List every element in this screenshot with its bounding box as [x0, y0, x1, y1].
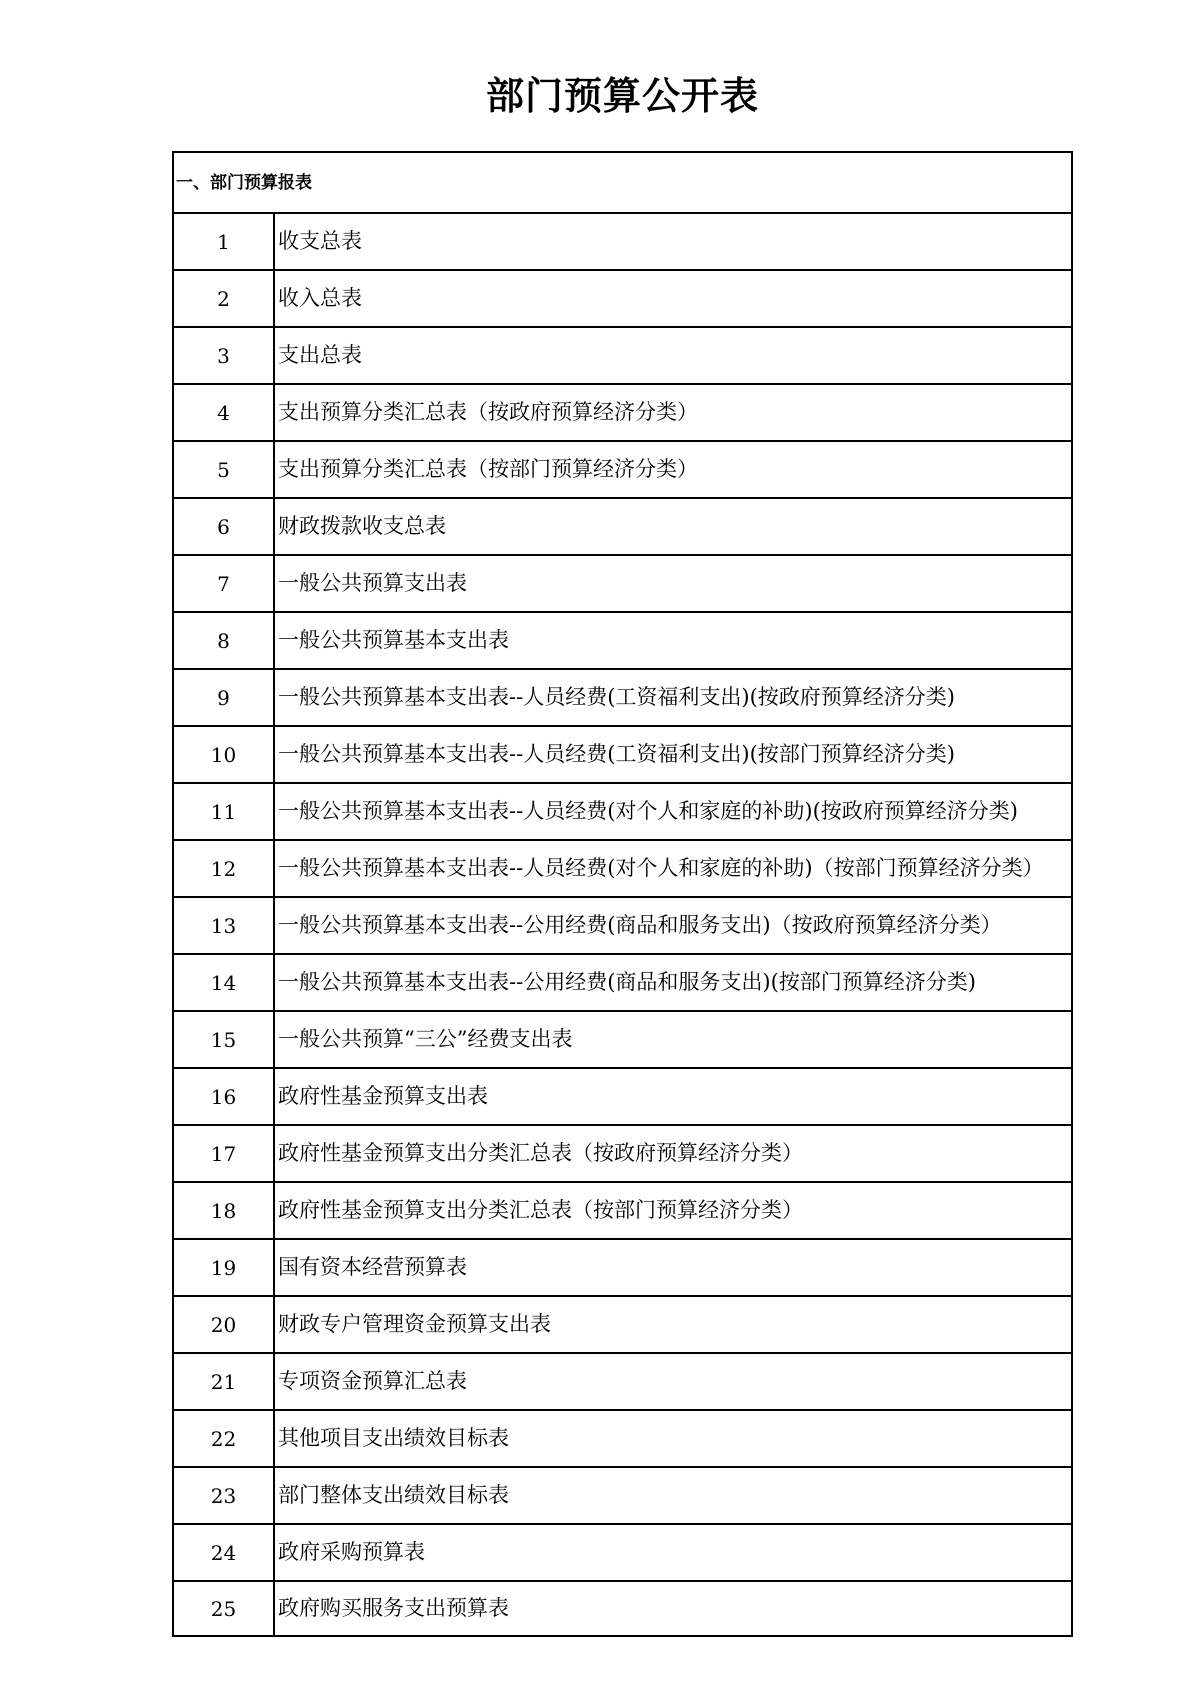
row-number: 2 [217, 286, 230, 311]
report-index-table [172, 151, 1073, 1637]
row-number: 1 [217, 229, 230, 254]
row-number: 18 [210, 1198, 237, 1223]
table-row [174, 1468, 1071, 1525]
row-label: 财政专户管理资金预算支出表 [278, 1312, 551, 1336]
table-row [174, 784, 1071, 841]
row-number: 15 [210, 1027, 237, 1052]
table-row [174, 1411, 1071, 1468]
row-label: 政府性基金预算支出分类汇总表（按政府预算经济分类） [278, 1141, 803, 1165]
table-row [174, 328, 1071, 385]
row-number: 9 [217, 685, 230, 710]
row-label: 一般公共预算基本支出表--人员经费(工资福利支出)(按政府预算经济分类) [278, 685, 955, 709]
table-row [174, 670, 1071, 727]
table-row [174, 271, 1071, 328]
row-number: 6 [217, 514, 230, 539]
row-label: 支出总表 [278, 343, 362, 367]
row-number: 20 [210, 1312, 237, 1337]
row-label: 收入总表 [278, 286, 362, 310]
row-number: 17 [210, 1141, 237, 1166]
row-number: 24 [210, 1540, 237, 1565]
page-title: 部门预算公开表 [485, 74, 759, 118]
row-label: 收支总表 [278, 229, 362, 253]
row-number: 4 [217, 400, 230, 425]
row-number: 21 [210, 1369, 237, 1394]
row-label: 一般公共预算“三公”经费支出表 [278, 1027, 573, 1051]
table-row [174, 1525, 1071, 1582]
table-row [174, 1582, 1071, 1635]
table-row [174, 442, 1071, 499]
row-number: 19 [210, 1255, 237, 1280]
row-label: 一般公共预算基本支出表 [278, 628, 509, 652]
row-number: 22 [210, 1426, 237, 1451]
table-row [174, 1069, 1071, 1126]
section-header: 一、部门预算报表 [174, 153, 1071, 214]
table-row [174, 841, 1071, 898]
row-label: 政府购买服务支出预算表 [278, 1596, 509, 1620]
row-label: 政府性基金预算支出表 [278, 1084, 488, 1108]
row-number: 12 [210, 856, 237, 881]
row-label: 一般公共预算基本支出表--公用经费(商品和服务支出)（按政府预算经济分类） [278, 913, 1002, 937]
row-number: 25 [210, 1596, 237, 1621]
table-row [174, 1126, 1071, 1183]
row-number: 13 [210, 913, 237, 938]
table-row [174, 556, 1071, 613]
table-row [174, 1240, 1071, 1297]
row-label: 专项资金预算汇总表 [278, 1369, 467, 1393]
table-row [174, 955, 1071, 1012]
row-number: 14 [210, 970, 237, 995]
table-row [174, 1354, 1071, 1411]
row-label: 财政拨款收支总表 [278, 514, 446, 538]
row-number: 10 [210, 742, 237, 767]
table-row [174, 898, 1071, 955]
row-label: 一般公共预算基本支出表--人员经费(工资福利支出)(按部门预算经济分类) [278, 742, 955, 766]
row-label: 支出预算分类汇总表（按政府预算经济分类） [278, 400, 698, 424]
row-label: 政府采购预算表 [278, 1540, 425, 1564]
row-number: 3 [217, 343, 230, 368]
row-label: 一般公共预算基本支出表--人员经费(对个人和家庭的补助)（按部门预算经济分类） [278, 856, 1044, 880]
row-label: 国有资本经营预算表 [278, 1255, 467, 1279]
row-label: 政府性基金预算支出分类汇总表（按部门预算经济分类） [278, 1198, 803, 1222]
table-row [174, 1183, 1071, 1240]
row-number: 16 [210, 1084, 237, 1109]
row-label: 支出预算分类汇总表（按部门预算经济分类） [278, 457, 698, 481]
table-row [174, 214, 1071, 271]
table-row [174, 1012, 1071, 1069]
table-row [174, 613, 1071, 670]
row-label: 一般公共预算基本支出表--人员经费(对个人和家庭的补助)(按政府预算经济分类) [278, 799, 1018, 823]
row-label: 其他项目支出绩效目标表 [278, 1426, 509, 1450]
table-row [174, 1297, 1071, 1354]
row-number: 8 [217, 628, 230, 653]
row-label: 一般公共预算基本支出表--公用经费(商品和服务支出)(按部门预算经济分类) [278, 970, 976, 994]
row-number: 7 [217, 571, 230, 596]
table-row [174, 385, 1071, 442]
row-number: 5 [217, 457, 230, 482]
row-label: 部门整体支出绩效目标表 [278, 1483, 509, 1507]
table-row [174, 727, 1071, 784]
table-row [174, 499, 1071, 556]
row-number: 11 [210, 799, 237, 824]
row-label: 一般公共预算支出表 [278, 571, 467, 595]
row-number: 23 [210, 1483, 237, 1508]
